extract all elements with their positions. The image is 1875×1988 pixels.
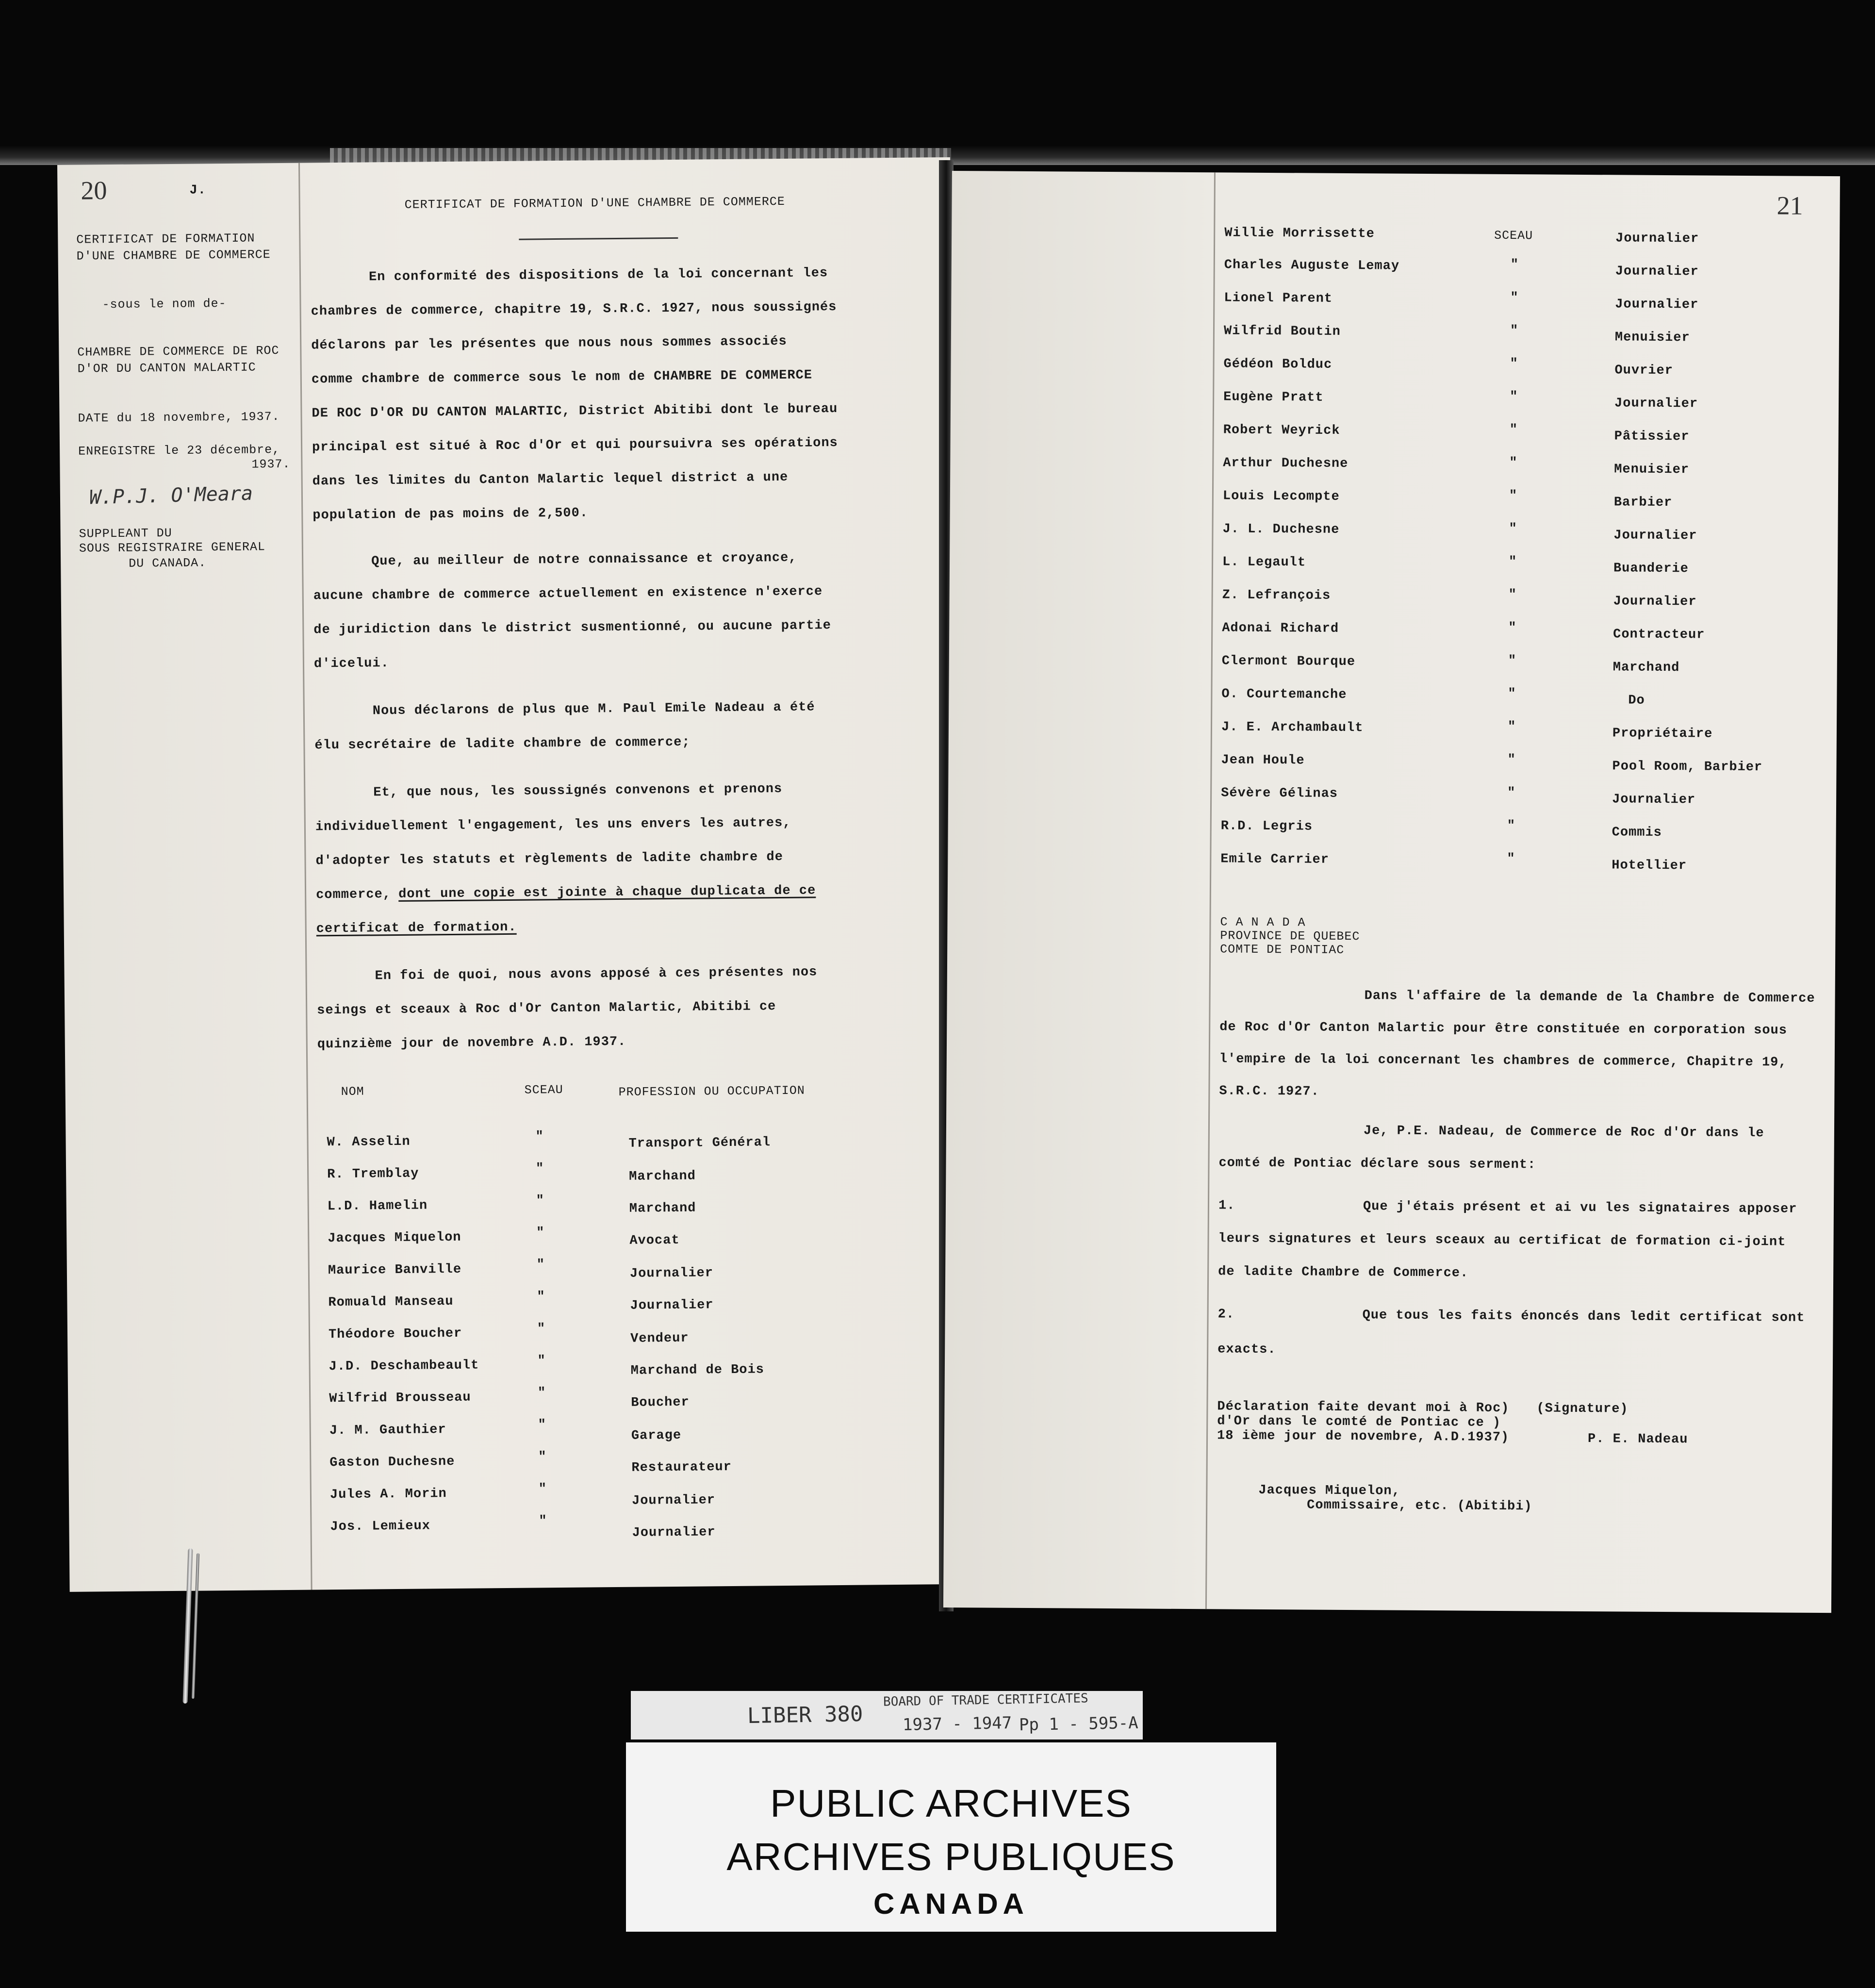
- signatory-profession: Garage: [631, 1428, 682, 1443]
- signatory-seal: ": [535, 1161, 544, 1176]
- archive-card: [626, 1742, 1276, 1932]
- body-line-5: DE ROC D'OR DU CANTON MALARTIC, District Abitibi dont le bureau: [312, 401, 838, 421]
- signatory-seal: ": [1509, 555, 1517, 570]
- affidavit-intro-4: S.R.C. 1927.: [1219, 1084, 1319, 1099]
- signatory-seal: ": [538, 1482, 547, 1497]
- signatory-name: Robert Weyrick: [1223, 423, 1340, 438]
- declaration-line-3: 18 ième jour de novembre, A.D.1937): [1217, 1428, 1510, 1445]
- signatory-profession: Journalier: [1613, 528, 1697, 544]
- archive-line-country: CANADA: [873, 1888, 1029, 1920]
- signatory-name: Jacques Miquelon: [328, 1230, 461, 1246]
- signatory-name: Clermont Bourque: [1221, 654, 1356, 670]
- affidavit-intro-1: Dans l'affaire de la demande de la Chambre de Commerce: [1364, 989, 1815, 1006]
- margin-registered-2: 1937.: [251, 457, 291, 472]
- signatory-profession: Journalier: [1615, 231, 1699, 247]
- declaration-line-1: Déclaration faite devant moi à Roc): [1217, 1399, 1510, 1416]
- signatory-profession: Journalier: [1614, 396, 1698, 412]
- signatory-seal: ": [1509, 489, 1518, 504]
- left-margin-rule: [298, 163, 312, 1590]
- signatory-name: R. Tremblay: [327, 1166, 419, 1182]
- margin-official-2: SOUS REGISTRAIRE GENERAL: [79, 540, 266, 556]
- signatory-profession: Boucher: [631, 1395, 690, 1410]
- signatory-profession: Contracteur: [1613, 627, 1705, 643]
- signatory-profession: Barbier: [1613, 495, 1673, 511]
- signatory-name: Gaston Duchesne: [329, 1454, 455, 1471]
- signatory-seal: ": [537, 1290, 545, 1305]
- body-line-16: individuellement l'engagement, les uns envers les autres,: [315, 815, 791, 835]
- body-line-3: déclarons par les présentes que nous nous sommes associés: [311, 334, 787, 353]
- signatory-seal: ": [535, 1129, 544, 1144]
- signatory-profession: Journalier: [1615, 264, 1699, 280]
- signatory-profession: Buanderie: [1613, 561, 1689, 577]
- point-1-number: 1.: [1218, 1198, 1235, 1213]
- page-number-left: 20: [81, 176, 107, 205]
- signatory-name: L. Legault: [1222, 555, 1306, 570]
- signatory-seal: ": [1509, 522, 1517, 537]
- reel-liber: LIBER 380: [747, 1701, 863, 1729]
- signatory-profession: Menuisier: [1614, 462, 1690, 478]
- signatory-name: Jos. Lemieux: [330, 1519, 431, 1535]
- signatory-profession: Journalier: [631, 1493, 716, 1508]
- signatory-name: Maurice Banville: [328, 1262, 462, 1278]
- point-2-line-1: Que tous les faits énoncés dans ledit certificat sont: [1362, 1308, 1805, 1325]
- signatory-profession: Propriétaire: [1612, 726, 1713, 742]
- signatory-seal: ": [537, 1386, 546, 1401]
- signatory-name: R.D. Legris: [1220, 819, 1313, 834]
- body-line-22: quinzième jour de novembre A.D. 1937.: [317, 1034, 626, 1052]
- signatory-profession: Journalier: [629, 1266, 714, 1281]
- signatory-seal: ": [536, 1226, 545, 1241]
- signatory-seal: ": [1510, 291, 1519, 306]
- page-letter: J.: [189, 183, 207, 198]
- signatory-name: L.D. Hamelin: [327, 1198, 428, 1214]
- signatory-name: Romuald Manseau: [328, 1294, 454, 1310]
- signatory-profession: Marchand: [1612, 660, 1680, 676]
- point-1-line-3: de ladite Chambre de Commerce.: [1218, 1264, 1469, 1281]
- signatory-profession: Journalier: [630, 1298, 714, 1313]
- body-line-14: élu secrétaire de ladite chambre de commerce;: [314, 735, 691, 753]
- signatory-name: Jean Houle: [1221, 753, 1305, 768]
- margin-registered-1: ENREGISTRE le 23 décembre,: [78, 443, 280, 459]
- signatory-name: Gédéon Bolduc: [1223, 357, 1332, 372]
- body-line-21: seings et sceaux à Roc d'Or Canton Malartic, Abitibi ce: [317, 999, 776, 1018]
- signatory-profession: Pool Room, Barbier: [1612, 759, 1763, 775]
- body-line-11: de juridiction dans le district susmentionné, ou aucune partie: [313, 618, 832, 638]
- body-line-18-underlined: dont une copie est jointe à chaque duplicata de ce: [398, 883, 816, 902]
- affidavit-oath-1: Je, P.E. Nadeau, de Commerce de Roc d'Or dans le: [1363, 1124, 1764, 1141]
- signatory-profession: Journalier: [1615, 297, 1699, 313]
- signatory-seal: ": [1509, 423, 1518, 438]
- body-line-17: d'adopter les statuts et règlements de ladite chambre de: [315, 850, 783, 869]
- affidavit-oath-2: comté de Pontiac déclare sous serment:: [1218, 1156, 1536, 1173]
- signatory-name: Wilfrid Boutin: [1223, 324, 1341, 339]
- signatory-profession: Menuisier: [1614, 330, 1690, 346]
- margin-official-1: SUPPLEANT DU: [79, 526, 172, 541]
- body-line-6: principal est situé à Roc d'Or et qui poursuivra ses opérations: [312, 435, 838, 455]
- signatory-name: Arthur Duchesne: [1223, 456, 1349, 471]
- signatory-name: Eugène Pratt: [1223, 390, 1324, 405]
- signatory-seal: ": [536, 1258, 545, 1273]
- page-number-right: 21: [1776, 191, 1803, 220]
- reel-board: BOARD OF TRADE CERTIFICATES: [883, 1691, 1088, 1709]
- affidavit-intro-3: l'empire de la loi concernant les chambres de commerce, Chapitre 19,: [1219, 1052, 1787, 1070]
- signatory-seal: ": [1507, 753, 1516, 768]
- reel-years: 1937 - 1947: [902, 1713, 1012, 1735]
- declaration-line-2: d'Or dans le comté de Pontiac ce ): [1217, 1414, 1501, 1430]
- signatory-seal: ": [1507, 819, 1516, 834]
- body-line-20: En foi de quoi, nous avons apposé à ces présentes nos: [375, 965, 818, 984]
- left-page: [57, 157, 963, 1592]
- signatory-name: J. M. Gauthier: [329, 1423, 446, 1439]
- margin-title-1: CERTIFICAT DE FORMATION: [76, 231, 255, 247]
- signatory-seal: ": [1508, 621, 1517, 636]
- point-2-number: 2.: [1217, 1307, 1235, 1322]
- signatory-profession: Do: [1628, 693, 1645, 708]
- signatory-seal: ": [1507, 786, 1516, 801]
- signatory-profession: Hotellier: [1612, 858, 1687, 874]
- body-line-9: Que, au meilleur de notre connaissance et croyance,: [371, 550, 797, 569]
- signatory-seal: ": [1509, 456, 1518, 471]
- signature-name: P. E. Nadeau: [1587, 1432, 1688, 1447]
- signatory-name: Lionel Parent: [1224, 291, 1333, 306]
- body-line-2: chambres de commerce, chapitre 19, S.R.C. 1927, nous soussignés: [311, 299, 837, 319]
- signatory-profession: Marchand: [629, 1169, 696, 1184]
- official-signature: W.P.J. O'Meara: [89, 482, 253, 509]
- header-profession: PROFESSION OU OCCUPATION: [618, 1083, 805, 1099]
- signatory-seal: ": [537, 1354, 546, 1369]
- signatory-name: Z. Lefrançois: [1222, 588, 1331, 603]
- signatory-seal: ": [539, 1514, 547, 1529]
- signatory-seal: ": [538, 1450, 547, 1465]
- point-1-line-2: leurs signatures et leurs sceaux au certificat de formation ci-joint: [1218, 1231, 1786, 1250]
- archive-line-fr: ARCHIVES PUBLIQUES: [726, 1835, 1176, 1878]
- signatory-profession: Pâtissier: [1614, 429, 1690, 445]
- signatory-name: W. Asselin: [327, 1134, 411, 1150]
- signatory-name: Charles Auguste Lemay: [1224, 258, 1400, 274]
- signatory-name: J.D. Deschambeault: [329, 1358, 479, 1375]
- signatory-profession: Journalier: [1613, 594, 1697, 610]
- margin-sous-nom: -sous le nom de-: [102, 296, 227, 312]
- signatory-seal: ": [537, 1322, 546, 1337]
- signatory-profession: Marchand: [629, 1201, 696, 1216]
- margin-chamber-2: D'OR DU CANTON MALARTIC: [77, 360, 256, 376]
- body-line-19: certificat de formation.: [316, 920, 517, 937]
- signatory-profession: Vendeur: [630, 1331, 689, 1346]
- signatory-profession: Commis: [1612, 825, 1662, 840]
- body-line-18: commerce,: [316, 887, 392, 903]
- header-nom: NOM: [341, 1084, 364, 1099]
- body-line-12: d'icelui.: [313, 656, 389, 672]
- margin-date: DATE du 18 novembre, 1937.: [78, 410, 280, 426]
- signatory-profession: Avocat: [629, 1233, 680, 1248]
- signatory-name: Willie Morrissette: [1224, 226, 1375, 242]
- affidavit-country: C A N A D A: [1220, 915, 1306, 930]
- signatory-name: Sévère Gélinas: [1221, 786, 1338, 801]
- signature-label: (Signature): [1536, 1401, 1628, 1417]
- signatory-seal: ": [1510, 324, 1519, 339]
- signatory-seal: ": [1508, 687, 1516, 702]
- signatory-profession: Marchand de Bois: [630, 1362, 765, 1378]
- point-2-line-2: exacts.: [1217, 1342, 1276, 1358]
- point-1-line-1: Que j'étais présent et ai vu les signataires apposer: [1363, 1199, 1797, 1217]
- signatory-name: Jules A. Morin: [329, 1487, 447, 1503]
- signatory-name: O. Courtemanche: [1221, 687, 1347, 702]
- signatory-name: Adonai Richard: [1222, 621, 1339, 636]
- body-line-4: comme chambre de commerce sous le nom de CHAMBRE DE COMMERCE: [311, 368, 813, 387]
- signatory-profession: Journalier: [632, 1525, 716, 1541]
- signatory-seal: ": [536, 1193, 544, 1209]
- signatory-profession: Transport Général: [628, 1135, 771, 1151]
- body-line-13: Nous déclarons de plus que M. Paul Emile Nadeau a été: [372, 700, 815, 719]
- affidavit-county: COMTE DE PONTIAC: [1220, 942, 1345, 957]
- affidavit-province: PROVINCE DE QUEBEC: [1220, 928, 1360, 944]
- body-line-15: Et, que nous, les soussignés convenons et prenons: [373, 782, 783, 800]
- signatory-profession: Ouvrier: [1614, 363, 1674, 379]
- signatory-profession: Journalier: [1612, 792, 1696, 808]
- signatory-name: Théodore Boucher: [328, 1326, 462, 1342]
- signatory-name: Wilfrid Brousseau: [329, 1390, 471, 1407]
- reel-label: [631, 1691, 1143, 1740]
- margin-title-2: D'UNE CHAMBRE DE COMMERCE: [76, 248, 271, 264]
- right-margin-rule: [1205, 172, 1216, 1609]
- signatory-name: Louis Lecompte: [1222, 489, 1340, 504]
- signatory-seal: ": [1508, 588, 1517, 603]
- signatory-name: Emile Carrier: [1220, 852, 1330, 867]
- body-line-8: population de pas moins de 2,500.: [312, 506, 589, 523]
- body-line-10: aucune chambre de commerce actuellement en existence n'exerce: [313, 584, 823, 604]
- body-line-1: En conformité des dispositions de la loi concernant les: [368, 266, 828, 285]
- signatory-profession: Restaurateur: [631, 1459, 732, 1475]
- signatory-name: J. L. Duchesne: [1222, 522, 1340, 537]
- sceau-header: SCEAU: [1494, 228, 1533, 243]
- body-line-7: dans les limites du Canton Malartic lequel district a une: [312, 470, 789, 489]
- margin-chamber-1: CHAMBRE DE COMMERCE DE ROC: [77, 344, 280, 360]
- header-sceau: SCEAU: [524, 1082, 563, 1097]
- reel-pages: Pp 1 - 595-A: [1019, 1713, 1138, 1735]
- signatory-seal: ": [538, 1418, 547, 1433]
- signatory-seal: ": [1507, 720, 1516, 735]
- signatory-name: J. E. Archambault: [1221, 720, 1364, 736]
- signatory-seal: ": [1508, 654, 1517, 669]
- right-page: [943, 171, 1840, 1613]
- affidavit-intro-2: de Roc d'Or Canton Malartic pour être constituée en corporation sous: [1219, 1020, 1788, 1038]
- signatory-seal: ": [1507, 852, 1515, 867]
- signatory-seal: ": [1510, 258, 1519, 273]
- signatory-seal: ": [1510, 357, 1518, 372]
- certificate-heading: CERTIFICAT DE FORMATION D'UNE CHAMBRE DE COMMERCE: [404, 194, 785, 212]
- margin-official-3: DU CANADA.: [129, 556, 207, 571]
- commissioner-name: Jacques Miquelon,: [1258, 1483, 1400, 1499]
- commissioner-title: Commissaire, etc. (Abitibi): [1307, 1498, 1532, 1514]
- archive-line-en: PUBLIC ARCHIVES: [770, 1782, 1132, 1825]
- heading-rule: [519, 237, 678, 240]
- signatory-seal: ": [1510, 390, 1518, 405]
